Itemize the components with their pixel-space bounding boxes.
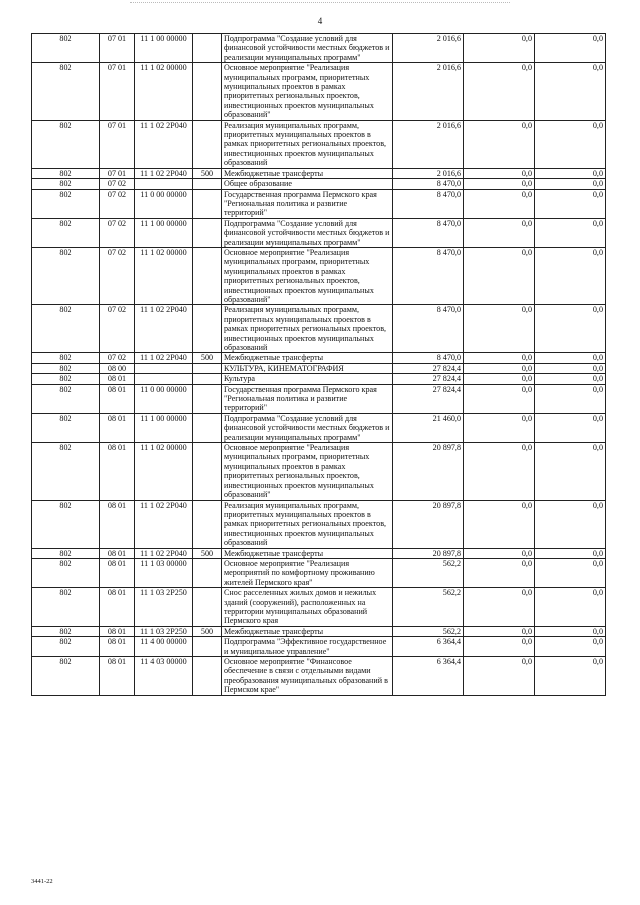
- code-glava: 802: [32, 588, 100, 627]
- code-razdel: 08 00: [100, 363, 135, 373]
- code-expense-type: [193, 384, 222, 413]
- item-name: Подпрограмма "Создание условий для финансовой устойчивости местных бюджетов и реализации муниципальных программ": [222, 218, 393, 247]
- amount-year-3: 0,0: [535, 179, 606, 189]
- code-expense-type: [193, 637, 222, 657]
- code-razdel: 08 01: [100, 384, 135, 413]
- code-razdel: 07 01: [100, 63, 135, 120]
- amount-year-2: 0,0: [464, 374, 535, 384]
- table-row: [32, 363, 606, 373]
- amount-year-3: 0,0: [535, 353, 606, 363]
- item-name: Общее образование: [222, 179, 393, 189]
- amount-year-1: 27 824,4: [393, 384, 464, 413]
- code-glava: 802: [32, 637, 100, 657]
- code-razdel: 08 01: [100, 637, 135, 657]
- amount-year-1: 21 460,0: [393, 413, 464, 442]
- table-row: [32, 500, 606, 548]
- amount-year-3: 0,0: [535, 247, 606, 304]
- code-razdel: 08 01: [100, 588, 135, 627]
- code-expense-type: [193, 34, 222, 63]
- code-expense-type: 500: [193, 168, 222, 178]
- amount-year-2: 0,0: [464, 384, 535, 413]
- code-target-article: 11 0 00 00000: [135, 384, 193, 413]
- code-glava: 802: [32, 626, 100, 636]
- code-glava: 802: [32, 500, 100, 548]
- code-razdel: 07 01: [100, 168, 135, 178]
- amount-year-1: 8 470,0: [393, 305, 464, 353]
- code-expense-type: [193, 558, 222, 587]
- amount-year-2: 0,0: [464, 353, 535, 363]
- budget-table: [31, 33, 606, 696]
- code-razdel: 07 02: [100, 179, 135, 189]
- amount-year-2: 0,0: [464, 657, 535, 696]
- code-expense-type: [193, 247, 222, 304]
- table-row: [32, 120, 606, 168]
- table-row: [32, 374, 606, 384]
- amount-year-3: 0,0: [535, 218, 606, 247]
- code-expense-type: [193, 443, 222, 500]
- code-glava: 802: [32, 558, 100, 587]
- amount-year-2: 0,0: [464, 637, 535, 657]
- amount-year-2: 0,0: [464, 305, 535, 353]
- code-razdel: 07 02: [100, 247, 135, 304]
- amount-year-1: 6 364,4: [393, 657, 464, 696]
- amount-year-3: 0,0: [535, 413, 606, 442]
- amount-year-1: 8 470,0: [393, 247, 464, 304]
- item-name: Подпрограмма "Создание условий для финансовой устойчивости местных бюджетов и реализации муниципальных программ": [222, 34, 393, 63]
- code-target-article: 11 1 03 2P250: [135, 588, 193, 627]
- amount-year-1: 8 470,0: [393, 218, 464, 247]
- amount-year-2: 0,0: [464, 63, 535, 120]
- code-target-article: 11 1 03 00000: [135, 558, 193, 587]
- code-razdel: 08 01: [100, 413, 135, 442]
- table-row: [32, 443, 606, 500]
- table-row: [32, 384, 606, 413]
- code-razdel: 07 02: [100, 353, 135, 363]
- amount-year-3: 0,0: [535, 548, 606, 558]
- code-target-article: 11 4 03 00000: [135, 657, 193, 696]
- code-target-article: [135, 363, 193, 373]
- code-target-article: 11 1 02 2P040: [135, 548, 193, 558]
- table-row: [32, 548, 606, 558]
- amount-year-2: 0,0: [464, 363, 535, 373]
- amount-year-2: 0,0: [464, 168, 535, 178]
- item-name: Основное мероприятие "Реализация муниципальных программ, приоритетных муниципальных проектов в рамках приоритетных региональных проектов, инвестиционных проектов муниципальных образований": [222, 443, 393, 500]
- item-name: Государственная программа Пермского края "Региональная политика и развитие территорий": [222, 384, 393, 413]
- code-razdel: 07 02: [100, 189, 135, 218]
- code-target-article: 11 1 02 2P040: [135, 120, 193, 168]
- item-name: Подпрограмма "Создание условий для финансовой устойчивости местных бюджетов и реализации муниципальных программ": [222, 413, 393, 442]
- item-name: Снос расселенных жилых домов и нежилых зданий (сооружений), расположенных на территории муниципальных образований Пермского края: [222, 588, 393, 627]
- amount-year-3: 0,0: [535, 305, 606, 353]
- amount-year-3: 0,0: [535, 626, 606, 636]
- code-glava: 802: [32, 218, 100, 247]
- code-expense-type: [193, 500, 222, 548]
- amount-year-3: 0,0: [535, 588, 606, 627]
- table-row: [32, 34, 606, 63]
- code-razdel: 08 01: [100, 626, 135, 636]
- code-target-article: 11 1 02 00000: [135, 247, 193, 304]
- code-target-article: 11 1 02 2P040: [135, 500, 193, 548]
- code-target-article: 11 1 02 2P040: [135, 305, 193, 353]
- code-razdel: 08 01: [100, 374, 135, 384]
- table-row: [32, 413, 606, 442]
- amount-year-2: 0,0: [464, 588, 535, 627]
- page-number: 4: [317, 16, 323, 26]
- table-row: [32, 558, 606, 587]
- code-razdel: 08 01: [100, 657, 135, 696]
- amount-year-2: 0,0: [464, 558, 535, 587]
- code-glava: 802: [32, 363, 100, 373]
- item-name: Подпрограмма "Эффективное государственное и муниципальное управление": [222, 637, 393, 657]
- code-razdel: 08 01: [100, 548, 135, 558]
- code-expense-type: [193, 363, 222, 373]
- code-glava: 802: [32, 63, 100, 120]
- code-razdel: 07 01: [100, 34, 135, 63]
- item-name: Реализация муниципальных программ, приоритетных муниципальных проектов в рамках приоритетных региональных проектов, инвестиционных проектов муниципальных образований: [222, 305, 393, 353]
- code-expense-type: [193, 657, 222, 696]
- amount-year-2: 0,0: [464, 626, 535, 636]
- code-razdel: 07 02: [100, 305, 135, 353]
- amount-year-1: 2 016,6: [393, 168, 464, 178]
- amount-year-3: 0,0: [535, 120, 606, 168]
- code-glava: 802: [32, 247, 100, 304]
- code-target-article: 11 1 02 2P040: [135, 168, 193, 178]
- amount-year-2: 0,0: [464, 120, 535, 168]
- amount-year-3: 0,0: [535, 189, 606, 218]
- table-row: [32, 657, 606, 696]
- item-name: Культура: [222, 374, 393, 384]
- amount-year-3: 0,0: [535, 34, 606, 63]
- footer-document-code: 3441-22: [31, 878, 53, 885]
- table-row: [32, 305, 606, 353]
- code-expense-type: [193, 63, 222, 120]
- code-target-article: 11 1 00 00000: [135, 34, 193, 63]
- amount-year-1: 8 470,0: [393, 179, 464, 189]
- code-razdel: 07 01: [100, 120, 135, 168]
- code-glava: 802: [32, 413, 100, 442]
- item-name: Основное мероприятие "Реализация мероприятий по комфортному проживанию жителей Пермского края": [222, 558, 393, 587]
- amount-year-2: 0,0: [464, 413, 535, 442]
- code-glava: 802: [32, 353, 100, 363]
- code-expense-type: [193, 305, 222, 353]
- amount-year-2: 0,0: [464, 179, 535, 189]
- amount-year-1: 2 016,6: [393, 63, 464, 120]
- code-glava: 802: [32, 443, 100, 500]
- amount-year-3: 0,0: [535, 63, 606, 120]
- amount-year-1: 27 824,4: [393, 363, 464, 373]
- amount-year-2: 0,0: [464, 34, 535, 63]
- code-target-article: 11 1 00 00000: [135, 413, 193, 442]
- amount-year-1: 20 897,8: [393, 548, 464, 558]
- item-name: Основное мероприятие "Реализация муниципальных программ, приоритетных муниципальных проектов в рамках приоритетных региональных проектов, инвестиционных проектов муниципальных образований": [222, 63, 393, 120]
- code-expense-type: 500: [193, 353, 222, 363]
- item-name: Межбюджетные трансферты: [222, 548, 393, 558]
- amount-year-3: 0,0: [535, 500, 606, 548]
- code-glava: 802: [32, 168, 100, 178]
- code-expense-type: [193, 218, 222, 247]
- code-target-article: [135, 374, 193, 384]
- table-row: [32, 168, 606, 178]
- amount-year-2: 0,0: [464, 218, 535, 247]
- table-row: [32, 179, 606, 189]
- table-row: [32, 626, 606, 636]
- code-target-article: [135, 179, 193, 189]
- amount-year-3: 0,0: [535, 637, 606, 657]
- code-target-article: 11 1 02 2P040: [135, 353, 193, 363]
- table-row: [32, 63, 606, 120]
- code-glava: 802: [32, 384, 100, 413]
- table-row: [32, 588, 606, 627]
- code-glava: 802: [32, 189, 100, 218]
- code-glava: 802: [32, 657, 100, 696]
- amount-year-1: 562,2: [393, 558, 464, 587]
- amount-year-3: 0,0: [535, 443, 606, 500]
- amount-year-1: 20 897,8: [393, 443, 464, 500]
- table-row: [32, 247, 606, 304]
- code-razdel: 08 01: [100, 443, 135, 500]
- code-expense-type: [193, 413, 222, 442]
- amount-year-2: 0,0: [464, 189, 535, 218]
- amount-year-1: 2 016,6: [393, 34, 464, 63]
- item-name: Реализация муниципальных программ, приоритетных муниципальных проектов в рамках приоритетных региональных проектов, инвестиционных проектов муниципальных образований: [222, 500, 393, 548]
- item-name: КУЛЬТУРА, КИНЕМАТОГРАФИЯ: [222, 363, 393, 373]
- scan-edge-line: [130, 2, 510, 4]
- table-row: [32, 189, 606, 218]
- code-target-article: 11 0 00 00000: [135, 189, 193, 218]
- code-razdel: 08 01: [100, 558, 135, 587]
- amount-year-1: 27 824,4: [393, 374, 464, 384]
- amount-year-1: 8 470,0: [393, 353, 464, 363]
- amount-year-1: 562,2: [393, 626, 464, 636]
- code-target-article: 11 1 00 00000: [135, 218, 193, 247]
- amount-year-2: 0,0: [464, 500, 535, 548]
- code-target-article: 11 1 02 00000: [135, 63, 193, 120]
- code-glava: 802: [32, 305, 100, 353]
- code-expense-type: [193, 588, 222, 627]
- item-name: Межбюджетные трансферты: [222, 168, 393, 178]
- amount-year-2: 0,0: [464, 443, 535, 500]
- code-razdel: 07 02: [100, 218, 135, 247]
- amount-year-3: 0,0: [535, 374, 606, 384]
- amount-year-1: 562,2: [393, 588, 464, 627]
- table-body: [32, 34, 606, 696]
- code-expense-type: [193, 189, 222, 218]
- code-glava: 802: [32, 34, 100, 63]
- item-name: Межбюджетные трансферты: [222, 626, 393, 636]
- item-name: Основное мероприятие "Финансовое обеспечение в связи с отдельными видами преобразования муниципальных образований в Пермском крае": [222, 657, 393, 696]
- code-target-article: 11 1 02 00000: [135, 443, 193, 500]
- code-target-article: 11 4 00 00000: [135, 637, 193, 657]
- item-name: Основное мероприятие "Реализация муниципальных программ, приоритетных муниципальных проектов в рамках приоритетных региональных проектов, инвестиционных проектов муниципальных образований": [222, 247, 393, 304]
- amount-year-3: 0,0: [535, 363, 606, 373]
- table-row: [32, 218, 606, 247]
- code-glava: 802: [32, 548, 100, 558]
- code-glava: 802: [32, 120, 100, 168]
- table-row: [32, 353, 606, 363]
- code-expense-type: 500: [193, 548, 222, 558]
- amount-year-3: 0,0: [535, 558, 606, 587]
- table-row: [32, 637, 606, 657]
- amount-year-3: 0,0: [535, 384, 606, 413]
- code-expense-type: [193, 179, 222, 189]
- amount-year-1: 2 016,6: [393, 120, 464, 168]
- amount-year-2: 0,0: [464, 247, 535, 304]
- amount-year-3: 0,0: [535, 657, 606, 696]
- code-expense-type: [193, 374, 222, 384]
- amount-year-2: 0,0: [464, 548, 535, 558]
- code-expense-type: [193, 120, 222, 168]
- amount-year-1: 20 897,8: [393, 500, 464, 548]
- amount-year-1: 8 470,0: [393, 189, 464, 218]
- item-name: Реализация муниципальных программ, приоритетных муниципальных проектов в рамках приоритетных региональных проектов, инвестиционных проектов муниципальных образований: [222, 120, 393, 168]
- amount-year-3: 0,0: [535, 168, 606, 178]
- code-glava: 802: [32, 374, 100, 384]
- item-name: Межбюджетные трансферты: [222, 353, 393, 363]
- item-name: Государственная программа Пермского края "Региональная политика и развитие территорий": [222, 189, 393, 218]
- code-expense-type: 500: [193, 626, 222, 636]
- code-glava: 802: [32, 179, 100, 189]
- amount-year-1: 6 364,4: [393, 637, 464, 657]
- code-razdel: 08 01: [100, 500, 135, 548]
- code-target-article: 11 1 03 2P250: [135, 626, 193, 636]
